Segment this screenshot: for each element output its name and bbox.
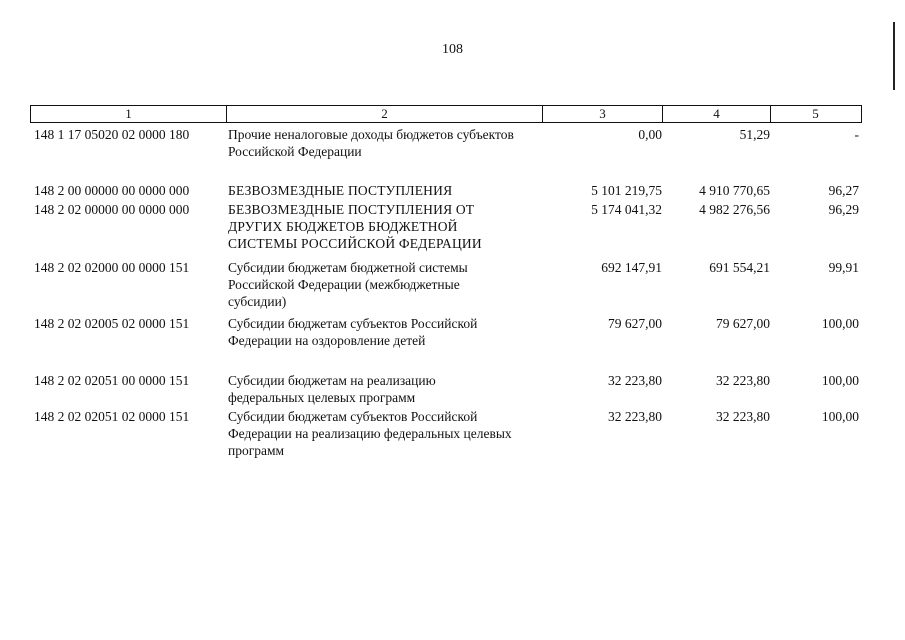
- header-cell-5: 5: [812, 106, 819, 121]
- row-name: БЕЗВОЗМЕЗДНЫЕ ПОСТУПЛЕНИЯ: [228, 183, 453, 198]
- row-plan-value: 692 147,91: [601, 260, 662, 275]
- row-fact-value: 79 627,00: [716, 316, 770, 331]
- row-plan-value: 5 101 219,75: [591, 183, 662, 198]
- header-cell-1: 1: [31, 106, 227, 122]
- row-name: Субсидии бюджетам субъектов Российской Федерации на оздоровление детей: [228, 316, 478, 348]
- row-code: 148 2 02 02000 00 0000 151: [34, 260, 190, 275]
- row-percent-value: 99,91: [828, 260, 859, 275]
- header-cell-3: 3: [543, 106, 663, 122]
- row-plan-value: 0,00: [638, 127, 662, 142]
- row-percent-value: 100,00: [821, 373, 859, 388]
- header-cell-2: 2: [227, 106, 543, 122]
- row-name: Субсидии бюджетам субъектов Российской Федерации на реализацию федеральных целевых программ: [228, 409, 512, 458]
- row-fact-value: 32 223,80: [716, 373, 770, 388]
- row-code: 148 2 02 02051 00 0000 151: [34, 373, 190, 388]
- row-percent-value: 100,00: [821, 409, 859, 424]
- row-plan-value: 79 627,00: [608, 316, 662, 331]
- row-code: 148 2 02 02051 02 0000 151: [34, 409, 190, 424]
- row-percent-value: -: [854, 127, 859, 142]
- row-percent-value: 96,27: [828, 183, 859, 198]
- row-fact-value: 4 982 276,56: [699, 202, 770, 217]
- table-header: [30, 105, 862, 123]
- row-fact-value: 32 223,80: [716, 409, 770, 424]
- row-code: 148 2 02 00000 00 0000 000: [34, 202, 190, 217]
- row-code: 148 2 02 02005 02 0000 151: [34, 316, 190, 331]
- page-number: 108: [442, 42, 463, 57]
- header-cell-4: 4: [663, 106, 771, 122]
- row-name: Субсидии бюджетам бюджетной системы Российской Федерации (межбюджетные субсидии): [228, 260, 468, 309]
- row-fact-value: 691 554,21: [709, 260, 770, 275]
- row-code: 148 2 00 00000 00 0000 000: [34, 183, 190, 198]
- row-code: 148 1 17 05020 02 0000 180: [34, 127, 190, 142]
- row-percent-value: 100,00: [821, 316, 859, 331]
- row-plan-value: 5 174 041,32: [591, 202, 662, 217]
- row-plan-value: 32 223,80: [608, 373, 662, 388]
- row-name: Прочие неналоговые доходы бюджетов субъектов Российской Федерации: [228, 127, 514, 159]
- row-plan-value: 32 223,80: [608, 409, 662, 424]
- row-percent-value: 96,29: [828, 202, 859, 217]
- row-name: БЕЗВОЗМЕЗДНЫЕ ПОСТУПЛЕНИЯ ОТ ДРУГИХ БЮДЖЕТОВ БЮДЖЕТНОЙ СИСТЕМЫ РОССИЙСКОЙ ФЕДЕРАЦИИ: [228, 202, 482, 251]
- row-name: Субсидии бюджетам на реализацию федеральных целевых программ: [228, 373, 436, 405]
- row-fact-value: 51,29: [739, 127, 770, 142]
- row-fact-value: 4 910 770,65: [699, 183, 770, 198]
